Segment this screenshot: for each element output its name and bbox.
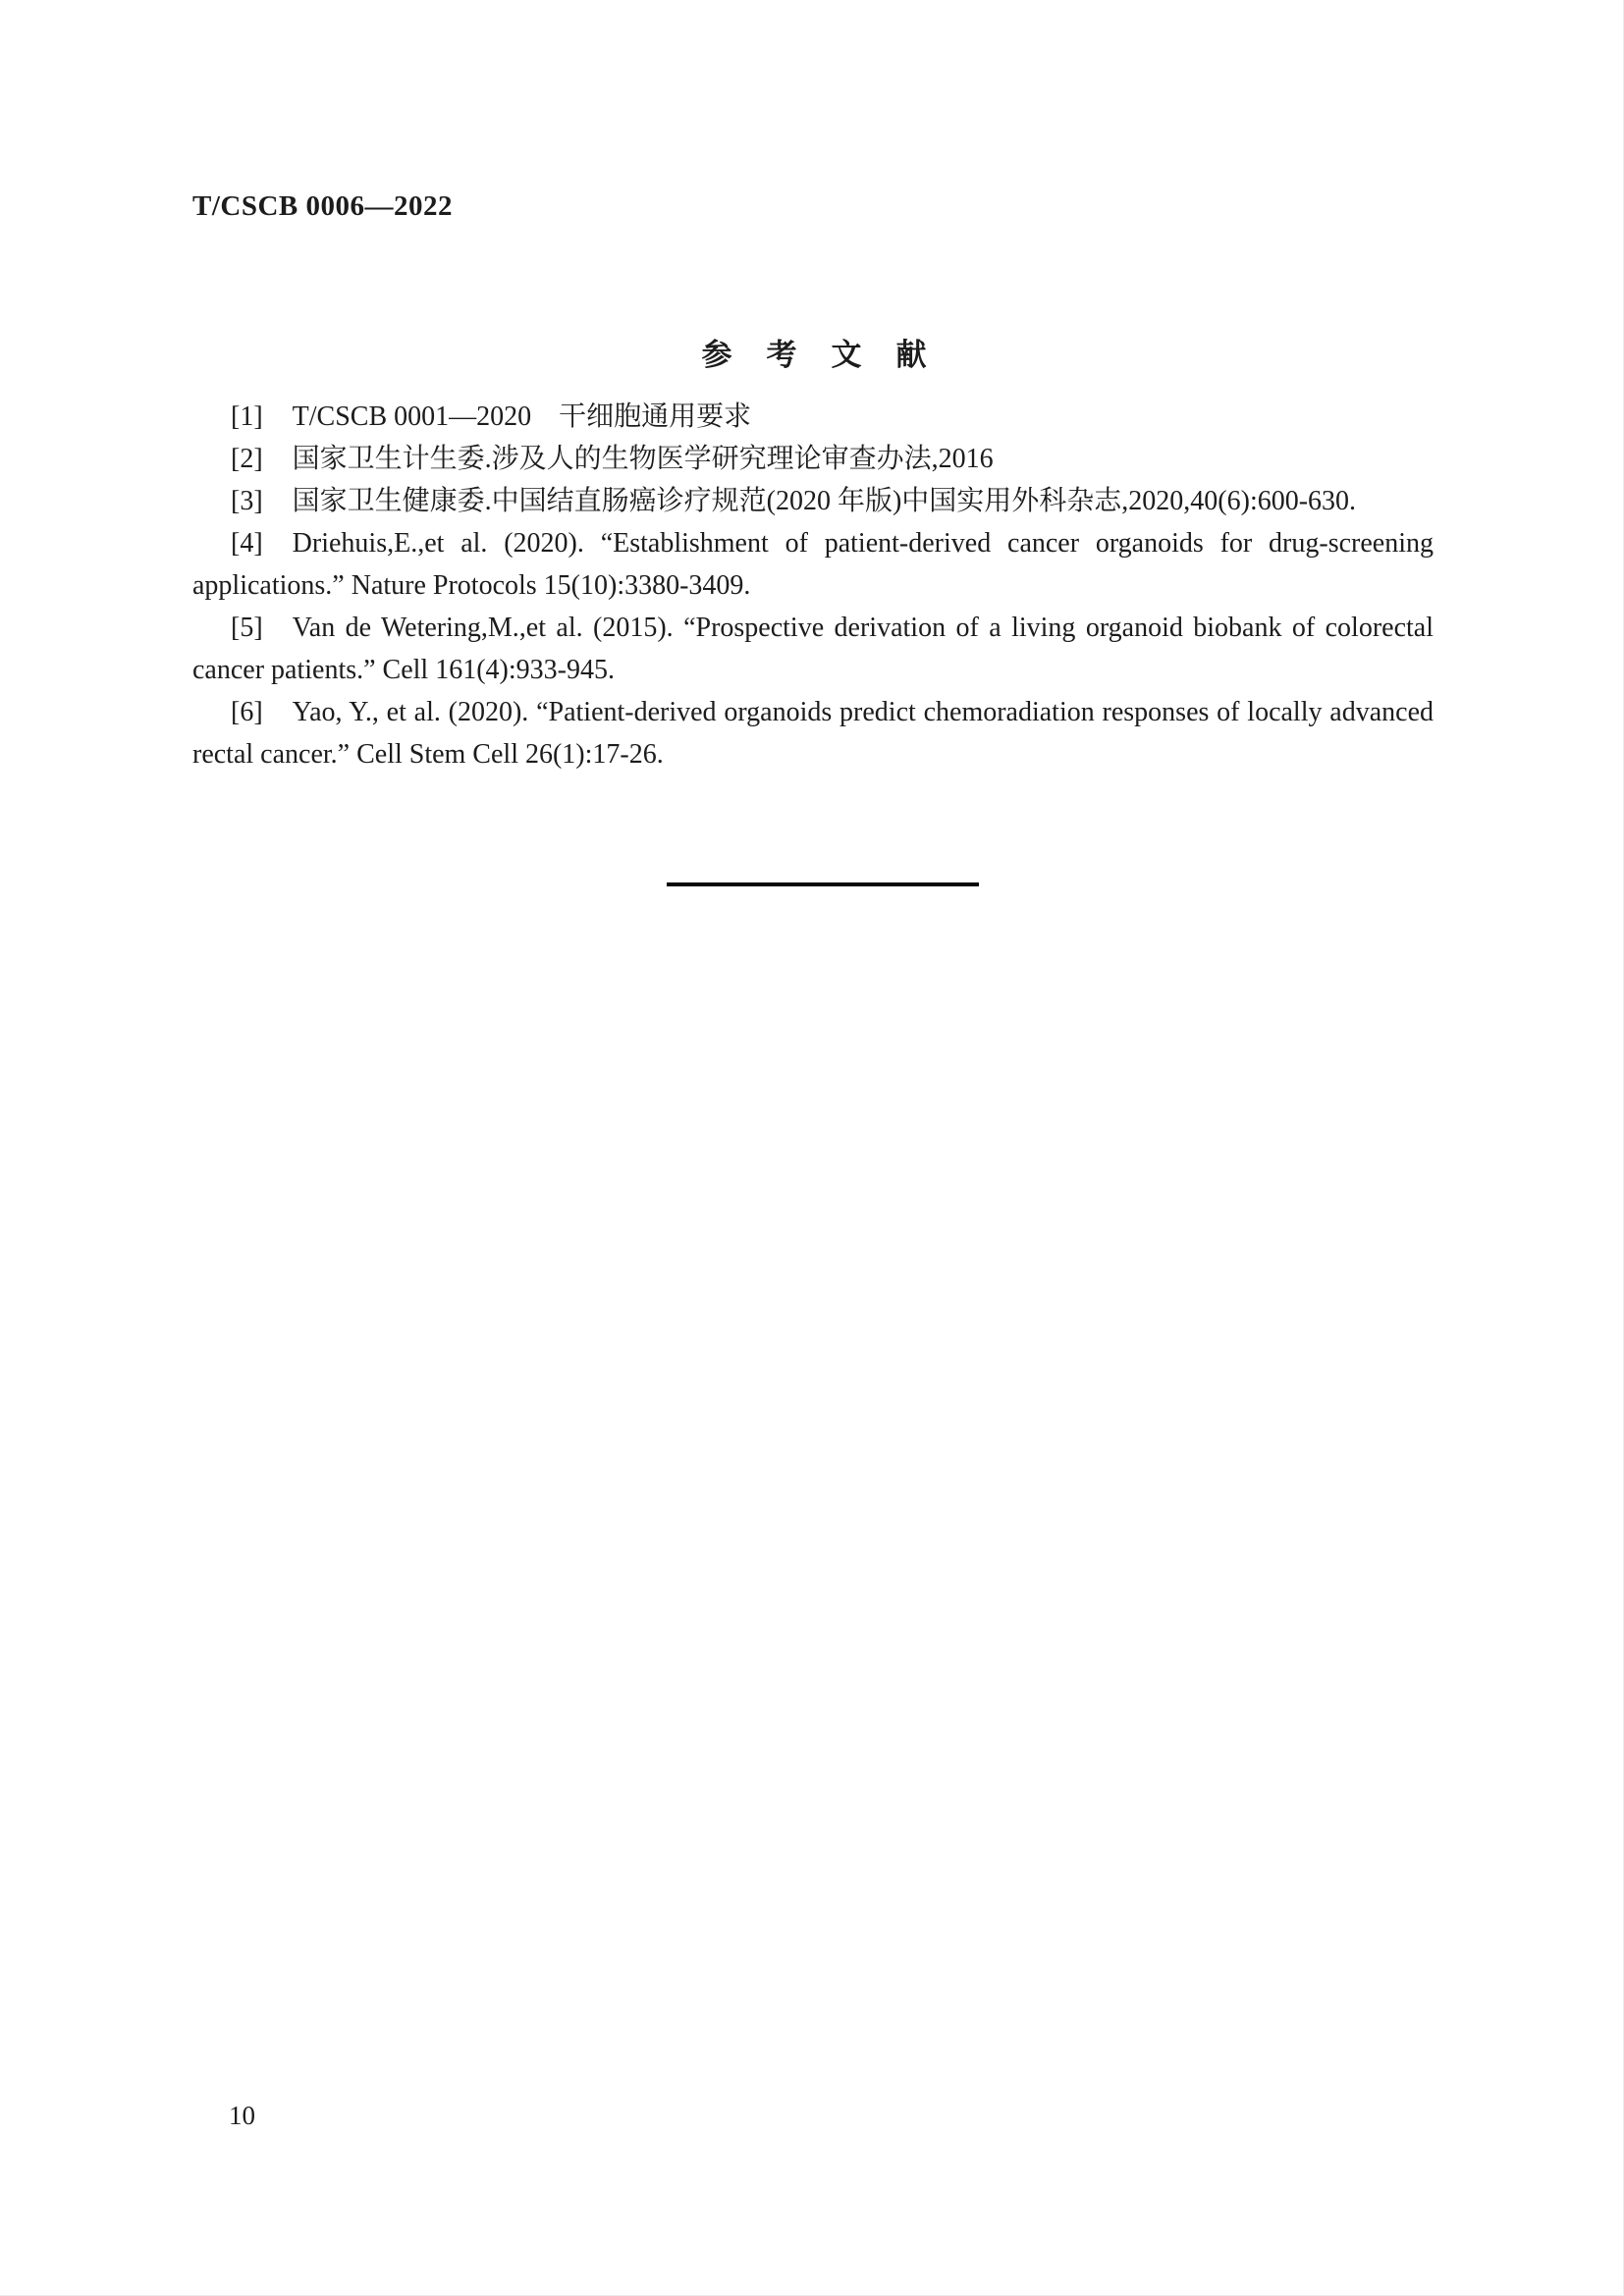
reference-label: [4] (231, 528, 263, 559)
end-of-document-separator-line (667, 882, 979, 886)
reference-item (192, 396, 1434, 438)
references-list (192, 396, 1434, 775)
reference-item (192, 607, 1434, 691)
reference-item (192, 522, 1434, 607)
reference-text: 国家卫生健康委.中国结直肠癌诊疗规范(2020 年版)中国实用外科杂志,2020,40(6):600-630. (292, 486, 1357, 516)
reference-item (192, 480, 1434, 522)
reference-label: [5] (231, 613, 263, 643)
reference-label: [1] (231, 401, 263, 432)
reference-text: Driehuis,E.,et al. (2020). “Establishment of patient-derived cancer organoids for drug-screening applications.” Nature Protocols 15(10):3380-3409. (192, 528, 1434, 601)
reference-item (192, 438, 1434, 480)
reference-text: Yao, Y., et al. (2020). “Patient-derived organoids predict chemoradiation responses of locally advanced rectal cancer.” Cell Stem Cell 26(1):17-26. (192, 697, 1434, 770)
reference-label: [6] (231, 697, 263, 727)
reference-label: [3] (231, 486, 263, 516)
references-title: 参 考 文 献 (701, 338, 929, 372)
reference-text: Van de Wetering,M.,et al. (2015). “Prospective derivation of a living organoid biobank of colorectal cancer patients.” Cell 161(4):933-945. (192, 613, 1434, 685)
page-number: 10 (229, 2101, 255, 2130)
reference-text: T/CSCB 0001—2020 干细胞通用要求 (292, 401, 752, 432)
reference-text: 国家卫生计生委.涉及人的生物医学研究理论审查办法,2016 (292, 444, 994, 474)
reference-label: [2] (231, 444, 263, 474)
document-code: T/CSCB 0006—2022 (192, 190, 454, 222)
reference-item (192, 691, 1434, 775)
